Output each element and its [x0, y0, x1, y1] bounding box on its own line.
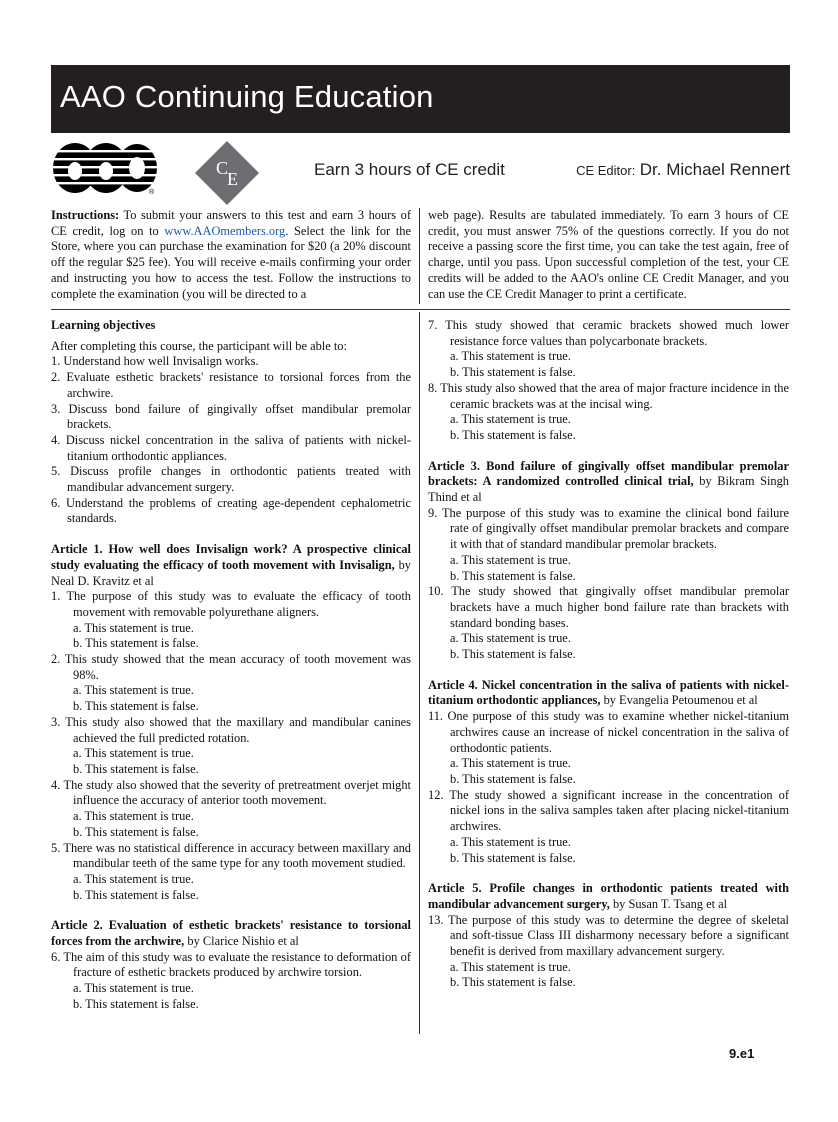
objective-item: 5. Discuss profile changes in orthodontic patients treated with mandibular advancement surgery. [51, 464, 411, 495]
article-1-heading: Article 1. How well does Invisalign work? A prospective clinical study evaluating the efficacy of tooth movement with Invisalign, by Neal D. Kravitz et al [51, 542, 411, 588]
ce-editor-label: CE Editor: [576, 163, 636, 178]
objectives-intro: After completing this course, the participant will be able to: [51, 338, 347, 353]
question-7: 7. This study showed that ceramic brackets showed much lower resistance force values than polycarbonate brackets. [428, 318, 789, 348]
option-b: b. This statement is false. [450, 771, 576, 786]
option-b: b. This statement is false. [73, 699, 199, 714]
article-5-heading: Article 5. Profile changes in orthodontic patients treated with mandibular advancement surgery, by Susan T. Tsang et al [428, 881, 789, 911]
left-column [51, 318, 411, 1013]
instructions-label: Instructions: [51, 208, 120, 222]
option-b: b. This statement is false. [73, 761, 199, 776]
option-a: a. This statement is true. [73, 981, 194, 996]
section-divider [51, 309, 790, 310]
option-b: b. This statement is false. [450, 427, 576, 442]
question-5: 5. There was no statistical difference in accuracy between maxillary and mandibular teeth of the same type for any tooth movement studied. [51, 840, 411, 871]
option-b: b. This statement is false. [450, 975, 576, 990]
option-a: a. This statement is true. [450, 349, 571, 364]
aao-logo [51, 140, 161, 196]
question-6: 6. The aim of this study was to evaluate the resistance to deformation of fracture of esthetic brackets produced by archwire torsion. [51, 949, 411, 980]
svg-text:®: ® [149, 189, 155, 196]
option-b: b. This statement is false. [450, 568, 576, 583]
question-3: 3. This study also showed that the maxillary and mandibular canines achieved the full predicted rotation. [51, 714, 411, 745]
option-a: a. This statement is true. [73, 683, 194, 698]
question-4: 4. The study also showed that the severity of pretreatment overjet might influence the accuracy of anterior tooth movement. [51, 777, 411, 808]
ce-diamond-icon [194, 140, 260, 206]
article-4-heading: Article 4. Nickel concentration in the saliva of patients with nickel-titanium orthodontic appliances, by Evangelia Petoumenou et al [428, 677, 789, 708]
objective-item: 6. Understand the problems of creating age-dependent cephalometric standards. [51, 495, 411, 526]
option-a: a. This statement is true. [450, 412, 571, 427]
instructions-right: web page). Results are tabulated immediately. To earn 3 hours of CE credit, you must answer 75% of the questions correctly. If you do not receive a passing score the first time, you can take the test again, free of charge, until you pass. Upon successful completion of the test, your CE credits will be added to the AAO's online CE Credit Manager, and you can use the CE Credit Manager to print a certificate. [428, 208, 789, 301]
option-b: b. This statement is false. [450, 365, 576, 380]
question-8: 8. This study also showed that the area of major fracture incidence in the ceramic brackets was at the incisal wing. [428, 380, 789, 411]
option-a: a. This statement is true. [73, 809, 194, 824]
instructions-text-1: To submit your answers to this test and earn 3 hours of CE credit, log on to [51, 208, 411, 238]
column-divider [419, 312, 420, 1034]
option-a: a. This statement is true. [450, 552, 571, 567]
option-a: a. This statement is true. [450, 631, 571, 646]
title-banner [51, 65, 790, 133]
option-a: a. This statement is true. [450, 959, 571, 974]
option-b: b. This statement is false. [73, 996, 199, 1011]
article-3-heading: Article 3. Bond failure of gingivally offset mandibular premolar brackets: A randomized controlled clinical trial, by Bikram Singh Thind et al [428, 458, 789, 505]
question-9: 9. The purpose of this study was to examine the clinical bond failure rate of gingivally offset mandibular premolar brackets and compare it with that of standard mandibular premolar brackets. [428, 505, 789, 552]
objectives-title: Learning objectives [51, 318, 156, 332]
svg-text:E: E [227, 169, 238, 189]
objectives-list [51, 354, 411, 527]
ce-editor-name: Dr. Michael Rennert [639, 160, 790, 179]
question-1: 1. The purpose of this study was to evaluate the efficacy of tooth movement with removable polyurethane aligners. [51, 589, 411, 619]
option-a: a. This statement is true. [73, 620, 194, 635]
aao-members-link[interactable]: www.AAOmembers.org [164, 223, 286, 238]
objective-item: 3. Discuss bond failure of gingivally offset mandibular premolar brackets. [51, 401, 411, 432]
option-b: b. This statement is false. [73, 824, 199, 839]
question-2: 2. This study showed that the mean accuracy of tooth movement was 98%. [51, 652, 411, 682]
option-a: a. This statement is true. [73, 871, 194, 886]
svg-text:C: C [216, 158, 229, 178]
column-divider-top [419, 208, 420, 304]
option-b: b. This statement is false. [450, 647, 576, 662]
page-title: AAO Continuing Education [60, 79, 434, 114]
ce-credit-text: Earn 3 hours of CE credit [314, 160, 505, 179]
option-a: a. This statement is true. [450, 834, 571, 849]
question-10: 10. The study showed that gingivally offset mandibular premolar brackets have a much higher bond failure rate than brackets with standard bonding bases. [428, 584, 789, 630]
objective-item: 4. Discuss nickel concentration in the saliva of patients with nickel-titanium orthodontic appliances. [51, 432, 411, 463]
option-b: b. This statement is false. [73, 887, 199, 902]
instructions-text-2: . Select the link for the Store, where you can purchase the examination for $20 (a 20% discount off the regular $25 fee). You will receive e-mails confirming your order and instructing you how to access the test. Follow the instructions to complete the examination (you will be directed to a [51, 223, 411, 301]
page-number: 9.e1 [729, 1046, 755, 1061]
objective-item: 1. Understand how well Invisalign works. [51, 354, 259, 369]
option-a: a. This statement is true. [450, 756, 571, 771]
question-11: 11. One purpose of this study was to examine whether nickel-titanium archwires cause an increase of nickel concentration in the saliva of orthodontic patients. [428, 709, 789, 755]
question-12: 12. The study showed a significant increase in the concentration of nickel ions in the saliva samples taken after placing nickel-titanium archwires. [428, 787, 789, 834]
instructions-left [51, 208, 411, 302]
right-column [428, 318, 789, 991]
question-13: 13. The purpose of this study was to determine the degree of skeletal and soft-tissue Class III disharmony necessary before a significant benefit is derived from maxillary advancement surgery. [428, 912, 789, 959]
objective-item: 2. Evaluate esthetic brackets' resistance to torsional forces from the archwire. [51, 370, 411, 400]
option-a: a. This statement is true. [73, 746, 194, 761]
option-b: b. This statement is false. [73, 636, 199, 651]
ce-editor [576, 160, 790, 180]
option-b: b. This statement is false. [450, 850, 576, 865]
article-2-heading: Article 2. Evaluation of esthetic brackets' resistance to torsional forces from the archwire, by Clarice Nishio et al [51, 918, 411, 949]
